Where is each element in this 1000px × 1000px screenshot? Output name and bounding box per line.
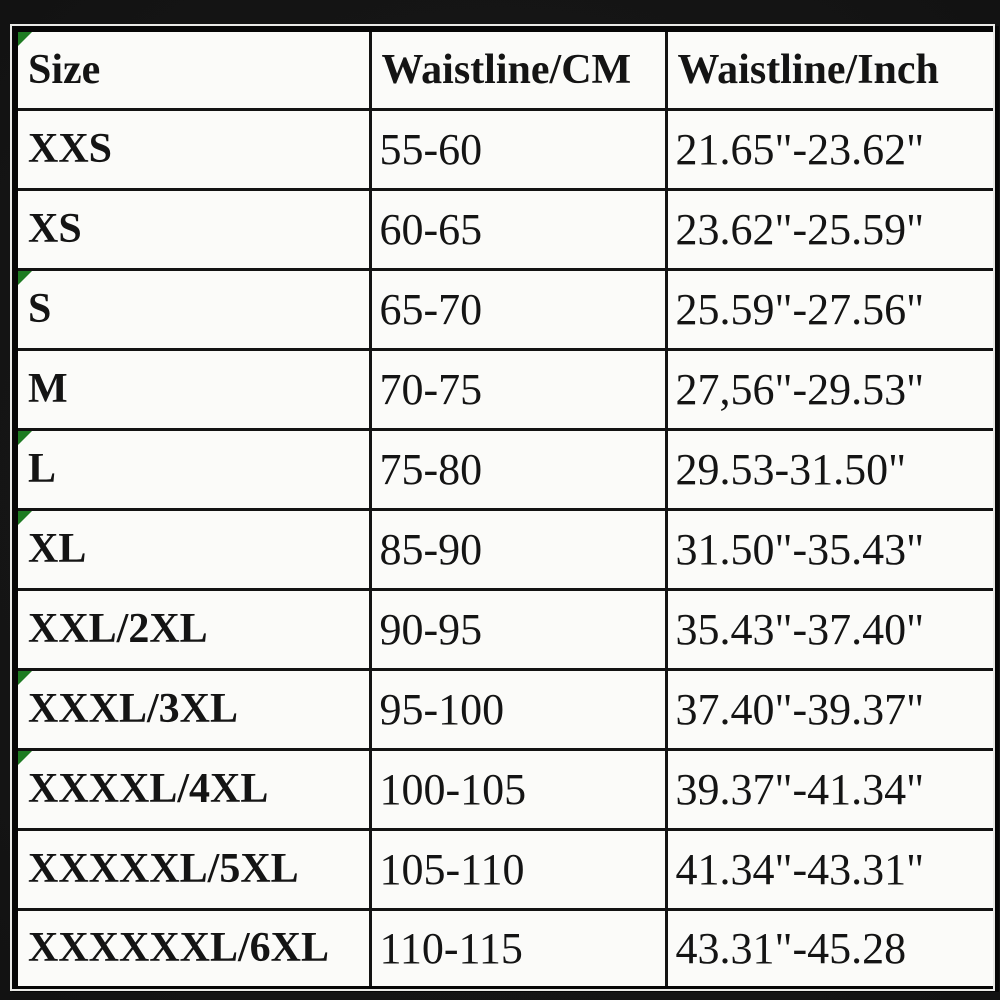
waistline-cm-cell-value: 100-105 [379,764,527,814]
size-cell [15,349,370,429]
column-header-waistline-inch-label: Waistline/Inch [677,46,939,93]
cell-comment-marker-icon [18,751,32,765]
size-cell-value: XXL/2XL [28,606,208,652]
waistline-inch-cell-value: 27,56"-29.53" [675,364,925,414]
waistline-inch-cell [666,909,996,989]
size-cell-value: XXXXXL/5XL [28,846,299,892]
size-cell [15,589,370,669]
waistline-inch-cell-value: 25.59"-27.56" [675,284,925,334]
size-cell-value: M [28,366,68,412]
waistline-cm-cell [370,189,666,269]
waistline-inch-cell [666,829,996,909]
size-cell [15,429,370,509]
table-row [15,589,996,669]
size-cell-value: XS [28,206,82,252]
waistline-cm-cell-value: 85-90 [379,524,483,574]
cell-comment-marker-icon [18,511,32,525]
size-cell [15,509,370,589]
cell-comment-marker-icon [18,271,32,285]
waistline-cm-cell-value: 110-115 [379,923,523,973]
table-row [15,749,996,829]
cell-comment-marker-icon [18,32,32,46]
column-header-waistline-cm-label: Waistline/CM [381,46,632,93]
column-header-waistline-cm [370,29,666,109]
table-row [15,269,996,349]
cell-comment-marker-icon [18,671,32,685]
waistline-cm-cell-value: 55-60 [379,124,483,174]
table-row [15,189,996,269]
table-row [15,429,996,509]
cell-comment-marker-icon [18,431,32,445]
size-cell [15,189,370,269]
size-cell-value: L [28,446,57,492]
waistline-cm-cell-value: 75-80 [379,444,483,494]
waistline-cm-cell-value: 70-75 [379,364,483,414]
waistline-inch-cell-value: 35.43"-37.40" [675,604,925,654]
waistline-inch-cell [666,749,996,829]
size-cell [15,829,370,909]
size-cell [15,669,370,749]
waistline-inch-cell [666,349,996,429]
waistline-cm-cell-value: 60-65 [379,204,483,254]
column-header-size [15,29,370,109]
table-row [15,349,996,429]
waistline-cm-cell [370,749,666,829]
waistline-inch-cell [666,589,996,669]
table-row [15,829,996,909]
table-row [15,509,996,589]
size-cell-value: XL [28,526,87,572]
waistline-inch-cell-value: 31.50"-35.43" [675,524,925,574]
table-row [15,669,996,749]
header-row [15,29,996,109]
waistline-inch-cell-value: 43.31"-45.28 [675,923,907,973]
waistline-cm-cell-value: 95-100 [379,684,505,734]
waistline-cm-cell [370,429,666,509]
waistline-cm-cell [370,269,666,349]
waistline-inch-cell [666,269,996,349]
waistline-cm-cell [370,589,666,669]
size-cell-value: XXXXL/4XL [28,766,269,812]
size-cell-value: XXXXXXL/6XL [28,925,330,972]
waistline-inch-cell-value: 23.62"-25.59" [675,204,925,254]
column-header-size-label: Size [28,46,101,93]
waistline-cm-cell [370,909,666,989]
waistline-cm-cell [370,349,666,429]
size-cell-value: XXS [28,126,113,172]
waistline-inch-cell [666,189,996,269]
waistline-cm-cell-value: 105-110 [379,844,525,894]
waistline-inch-cell-value: 21.65"-23.62" [675,124,925,174]
waistline-cm-cell [370,109,666,189]
waistline-inch-cell-value: 41.34"-43.31" [675,844,925,894]
waistline-inch-cell [666,109,996,189]
size-chart-table [12,26,993,989]
table-row [15,909,996,989]
size-cell [15,269,370,349]
waistline-cm-cell [370,829,666,909]
size-cell-value: S [28,286,52,332]
size-cell [15,109,370,189]
waistline-cm-cell [370,669,666,749]
size-cell [15,909,370,989]
size-chart [12,26,999,992]
size-cell-value: XXXL/3XL [28,686,239,732]
waistline-inch-cell-value: 39.37"-41.34" [675,764,925,814]
table-row [15,109,996,189]
waistline-inch-cell [666,669,996,749]
waistline-inch-cell-value: 29.53-31.50" [675,444,907,494]
waistline-inch-cell [666,509,996,589]
waistline-inch-cell [666,429,996,509]
waistline-inch-cell-value: 37.40"-39.37" [675,684,925,734]
waistline-cm-cell [370,509,666,589]
waistline-cm-cell-value: 90-95 [379,604,483,654]
column-header-waistline-inch [666,29,996,109]
waistline-cm-cell-value: 65-70 [379,284,483,334]
size-cell [15,749,370,829]
